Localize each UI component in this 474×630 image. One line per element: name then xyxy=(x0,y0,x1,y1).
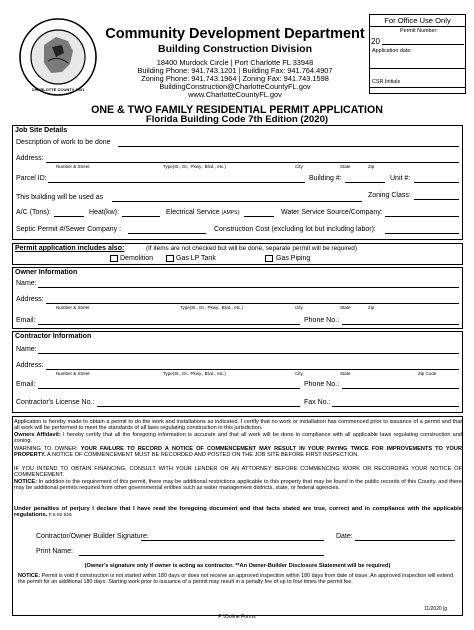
construction-cost-field[interactable] xyxy=(385,233,459,234)
contractor-phone-field[interactable] xyxy=(342,388,459,389)
owner-sub-city: City xyxy=(295,305,303,310)
additional-restrictions-notice: NOTICE: In addition to the requirement of this permit, there may be additional restrictions applicable to this property that may be found in the public records of this County, and there may be additional permits required from other governmental entities such as water management districts, state, or federal agencies. xyxy=(14,479,462,492)
contractor-license-field[interactable] xyxy=(97,406,300,407)
contractor-email-label: Email: xyxy=(16,381,36,388)
job-site-heading: Job Site Details xyxy=(15,127,68,134)
building-use-label: This building will be used as xyxy=(16,194,104,201)
heat-kw-field[interactable] xyxy=(122,216,160,217)
owner-name-field[interactable] xyxy=(38,287,459,288)
contractor-fax-label: Fax No.: xyxy=(304,399,331,406)
building-phone: Building Phone: 941.743.1201 | Building Fax: 941.764.4907 xyxy=(137,66,333,75)
financing-notice: IF YOU INTEND TO OBTAIN FINANCING, CONSULT WITH YOUR LENDER OR AN ATTORNEY BEFORE COMMENCING WORK OR RECORDING YOUR NOTICE OF COMMENCEMENT. xyxy=(14,466,462,479)
job-sub-zip: Zip xyxy=(368,164,375,169)
permit-includes-note: (If items are not checked but will be done, separate permit will be required) xyxy=(146,245,357,252)
contractor-name-label: Name: xyxy=(16,346,37,353)
permit-includes-heading: Permit application includes also: xyxy=(15,245,125,252)
department-title: Community Development Department xyxy=(105,26,365,42)
job-sub-state: State xyxy=(340,164,351,169)
owner-phone-label: Phone No.: xyxy=(304,317,340,324)
demolition-checkbox[interactable] xyxy=(110,255,118,262)
print-name-label: Print Name: xyxy=(36,548,73,555)
gas-lp-tank-checkbox[interactable] xyxy=(166,255,174,262)
demolition-label: Demolition xyxy=(120,255,154,262)
construction-cost-label: Construction Cost (excluding lot but including labor): xyxy=(214,226,376,233)
heat-kw-label: Heat(kw): xyxy=(89,209,119,216)
signature-date-field[interactable] xyxy=(355,540,455,541)
gas-piping-checkbox[interactable] xyxy=(265,255,273,262)
permit-number-field[interactable] xyxy=(382,44,464,45)
owner-phone-field[interactable] xyxy=(342,324,459,325)
owner-name-label: Name: xyxy=(16,280,37,287)
owner-address-label: Address: xyxy=(16,296,44,303)
building-use-field[interactable] xyxy=(112,201,362,202)
contractor-address-label: Address: xyxy=(16,362,44,369)
file-path: P:\Online Forms xyxy=(218,614,256,620)
contractor-sub-city: City xyxy=(295,371,303,376)
gas-piping-label: Gas Piping xyxy=(276,255,311,262)
owner-sub-zip: Zip xyxy=(368,305,375,310)
contractor-phone-label: Phone No.: xyxy=(304,381,340,388)
job-sub-number-street: Number & Street xyxy=(56,164,90,169)
contractor-address-field[interactable] xyxy=(46,369,459,370)
work-description-field[interactable] xyxy=(118,146,459,147)
gas-lp-tank-label: Gas LP Tank xyxy=(176,255,216,262)
electrical-service-label: Electrical Service (AMPS): xyxy=(166,209,241,216)
job-sub-city: City xyxy=(295,164,303,169)
job-address-label: Address: xyxy=(16,155,44,162)
unit-number-field[interactable] xyxy=(414,182,459,183)
division-subtitle: Building Construction Division xyxy=(158,43,312,55)
perjury-declaration: Under penalties of perjury I declare that I have read the foregoing document and that facts stated are true, correct and in compliance with the applicable regulations. F.S.92.525 xyxy=(14,506,462,519)
owner-section xyxy=(12,267,463,329)
ac-tons-label: A/C (Tons): xyxy=(16,209,52,216)
application-statement: Application is hereby made to obtain a permit to do the work and installations as indicated. I certify that no work or installation has commenced prior to issuance of a permit and that all work will be performed to meet the standards of all laws regulating construction in this jurisdiction. xyxy=(14,419,462,432)
septic-permit-label: Septic Permit #/Sewer Company : xyxy=(16,226,122,233)
parcel-id-field[interactable] xyxy=(48,182,305,183)
owner-heading: Owner Information xyxy=(15,269,78,276)
revision-code: 11/2020 jg xyxy=(424,606,447,612)
job-sub-type: Type(St., Dr., Pkwy., Blvd., etc.) xyxy=(163,164,226,169)
contractor-sub-state: State xyxy=(340,371,351,376)
contractor-sub-zip: Zip Code xyxy=(418,371,437,376)
owner-signature-note: (Owner's signature only if owner is acting as contractor. **An Owner-Builder Disclosure Statement will be required) xyxy=(84,563,391,569)
contractor-sub-type: Type(St., Dr., Pkwy., Blvd., etc.) xyxy=(163,371,226,376)
contractor-heading: Contractor Information xyxy=(15,333,92,340)
owner-sub-number-street: Number & Street xyxy=(56,305,90,310)
permit-number-label: Permit Number: xyxy=(400,28,438,34)
office-use-heading: For Office Use Only xyxy=(384,16,451,25)
form-title: ONE & TWO FAMILY RESIDENTIAL PERMIT APPLICATION xyxy=(91,104,383,116)
job-address-field[interactable] xyxy=(46,162,459,163)
county-seal xyxy=(18,17,98,97)
owner-sub-type: Type(St., Dr., Pkwy., Blvd., etc.) xyxy=(180,305,243,310)
contractor-name-field[interactable] xyxy=(38,353,459,354)
application-date-label: Application date: xyxy=(372,48,412,54)
owner-sub-state: State xyxy=(340,305,351,310)
owners-affidavit: Owners Affidavit: I hereby certify that all the foregoing information is accurate and that all work will be done in compliance with all applicable laws regulating construction and zoning. xyxy=(14,432,462,445)
warning-to-owner: WARNING TO OWNER: YOUR FAILURE TO RECORD A NOTICE OF COMMENCEMENT MAY RESULT IN YOUR PAYING TWICE FOR IMPROVEMENTS TO YOUR PROPERTY. A NOTICE OF COMMENCEMENT MUST BE RECORDED AND POSTED ON THE JOB SITE BEFORE FIRST INSPECTION. xyxy=(14,446,462,459)
signature-label: Contractor/Owner Builder Signature: xyxy=(36,533,149,540)
signature-field[interactable] xyxy=(141,540,324,541)
zoning-phone: Zoning Phone: 941.743.1964 | Zoning Fax: 941.743.1598 xyxy=(141,74,329,83)
csr-initials-label: CSR Initials xyxy=(372,79,401,85)
permit-void-notice: NOTICE: Permit is void if construction is not started within 180 days or does not receive an approved inspection within 180 days from date of issue. An approved inspection will extend the permit for an additional 180 days. Starting work prior to issuance of a permit may result in a penalty fee of up to four times the permit fee. xyxy=(18,573,454,586)
building-number-field[interactable] xyxy=(345,182,385,183)
parcel-id-label: Parcel ID: xyxy=(16,175,47,182)
zoning-class-field[interactable] xyxy=(414,199,459,200)
water-service-label: Water Service Source/Company: xyxy=(281,209,383,216)
septic-permit-field[interactable] xyxy=(128,233,206,234)
print-name-field[interactable] xyxy=(79,555,324,556)
form-code-edition: Florida Building Code 7th Edition (2020) xyxy=(145,114,329,125)
contractor-email-field[interactable] xyxy=(38,388,300,389)
contractor-sub-number-street: Number & Street xyxy=(56,371,90,376)
zoning-class-label: Zoning Class: xyxy=(368,192,411,199)
contractor-license-label: Contractor's License No.: xyxy=(16,399,95,406)
department-email[interactable]: BuildingConstruction@CharlotteCountyFL.gov xyxy=(159,82,311,91)
csr-initials-field[interactable] xyxy=(369,87,466,88)
owner-email-label: Email: xyxy=(16,317,36,324)
ac-tons-field[interactable] xyxy=(54,216,84,217)
electrical-service-field[interactable] xyxy=(244,216,274,217)
seal-text: CHARLOTTE COUNTY 1921 xyxy=(31,87,85,92)
building-number-label: Building #: xyxy=(309,175,342,182)
permit-prefix: 20 xyxy=(371,37,380,46)
owner-address-field[interactable] xyxy=(46,303,459,304)
owner-email-field[interactable] xyxy=(38,324,300,325)
signature-date-label: Date: xyxy=(336,533,353,540)
unit-number-label: Unit #: xyxy=(390,175,411,182)
department-address: 18400 Murdock Circle | Port Charlotte FL 33948 xyxy=(156,58,314,67)
work-description-label: Description of work to be done xyxy=(16,139,111,146)
application-date-field[interactable] xyxy=(369,68,466,69)
contractor-fax-field[interactable] xyxy=(332,406,459,407)
water-service-field[interactable] xyxy=(385,216,459,217)
department-website[interactable]: www.CharlotteCountyFL.gov xyxy=(188,90,282,99)
